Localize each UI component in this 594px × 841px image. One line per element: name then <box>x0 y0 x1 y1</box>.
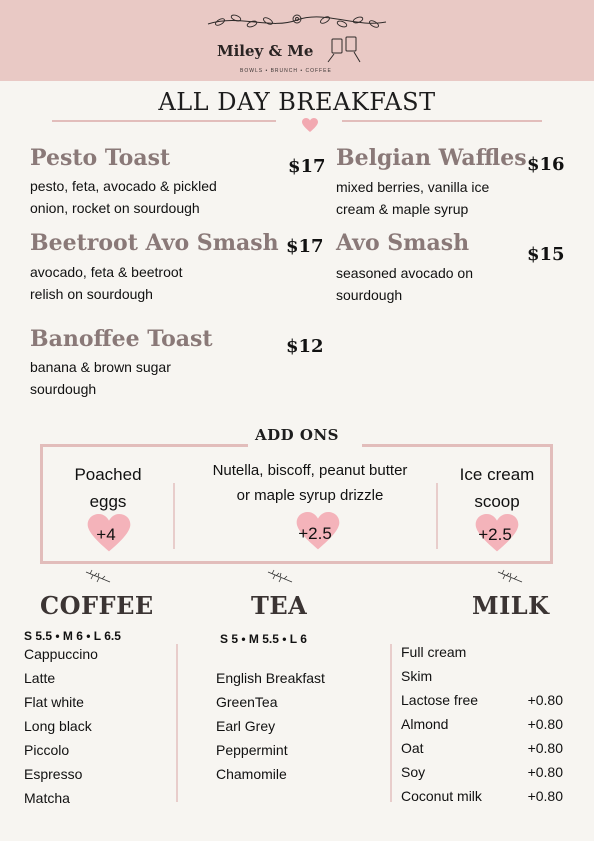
menu-item-price: $12 <box>286 336 324 357</box>
title-rule-right <box>342 120 542 122</box>
menu-item-name: Pesto Toast <box>30 145 171 171</box>
addon-price: +2.5 <box>298 524 332 543</box>
coffee-title: COFFEE <box>40 591 154 620</box>
addon-label: Poached eggs <box>74 465 142 511</box>
addon-price: +2.5 <box>478 525 512 544</box>
menu-item-desc: seasoned avocado on sourdough <box>336 265 473 303</box>
brand-logo <box>200 12 394 76</box>
tea-list <box>216 666 325 786</box>
addon-price: +4 <box>96 525 116 544</box>
tea-sizes: S 5 • M 5.5 • L 6 <box>220 632 307 646</box>
milk-list <box>401 640 563 808</box>
list-item: Lactose free +0.80 <box>401 692 563 708</box>
menu-item-desc: pesto, feta, avocado & pickled onion, rocket on sourdough <box>30 178 217 216</box>
list-item: Flat white <box>24 694 84 710</box>
list-item: Oat +0.80 <box>401 740 563 756</box>
menu-item-price: $16 <box>527 154 565 175</box>
menu-item-name: Beetroot Avo Smash <box>30 230 279 256</box>
list-item: Espresso <box>24 766 83 782</box>
milk-title: MILK <box>472 591 550 620</box>
menu-item-price: $17 <box>288 156 326 177</box>
menu-item-name: Belgian Waffles <box>336 145 527 171</box>
list-item: GreenTea <box>216 694 278 710</box>
brand-name: Miley & Me <box>217 42 314 60</box>
list-item: Cappuccino <box>24 646 98 662</box>
list-item: Full cream <box>401 644 467 660</box>
addon-divider <box>173 483 175 549</box>
coffee-list <box>24 642 98 810</box>
menu-item-desc: mixed berries, vanilla ice cream & maple syrup <box>336 179 490 217</box>
menu-item-price: $17 <box>286 236 324 257</box>
sprig-icon <box>84 568 112 586</box>
list-item: Earl Grey <box>216 718 276 734</box>
list-item: Skim <box>401 668 433 684</box>
list-item: Latte <box>24 670 56 686</box>
tea-title: TEA <box>251 591 308 620</box>
brand-tagline: BOWLS • BRUNCH • COFFEE <box>240 68 332 74</box>
menu-item-desc: banana & brown sugar sourdough <box>30 359 171 397</box>
title-rule-left <box>52 120 276 122</box>
list-item: Chamomile <box>216 766 287 782</box>
page-title: ALL DAY BREAKFAST <box>158 88 436 116</box>
header-banner <box>0 0 594 81</box>
sprig-icon <box>266 568 294 586</box>
list-item: Long black <box>24 718 92 734</box>
addon-label: Ice cream scoop <box>459 465 535 511</box>
list-item: Almond +0.80 <box>401 716 563 732</box>
addons-title: ADD ONS <box>255 426 339 444</box>
coffee-cups-icon <box>328 37 360 62</box>
addon-label: Nutella, biscoff, peanut butter or maple syrup drizzle <box>212 462 408 504</box>
menu-item-name: Avo Smash <box>336 230 470 256</box>
list-item: Soy +0.80 <box>401 764 563 780</box>
column-divider <box>176 644 178 802</box>
menu-item-name: Banoffee Toast <box>30 326 213 352</box>
list-item: English Breakfast <box>216 670 325 686</box>
list-item: Coconut milk +0.80 <box>401 788 563 804</box>
sprig-icon <box>496 568 524 586</box>
menu-item-price: $15 <box>527 244 565 265</box>
heart-icon <box>302 118 318 133</box>
coffee-sizes: S 5.5 • M 6 • L 6.5 <box>24 629 121 643</box>
column-divider <box>390 644 392 802</box>
list-item: Peppermint <box>216 742 288 758</box>
menu-item-desc: avocado, feta & beetroot relish on sourdough <box>30 264 183 302</box>
list-item: Matcha <box>24 790 70 806</box>
list-item: Piccolo <box>24 742 70 758</box>
